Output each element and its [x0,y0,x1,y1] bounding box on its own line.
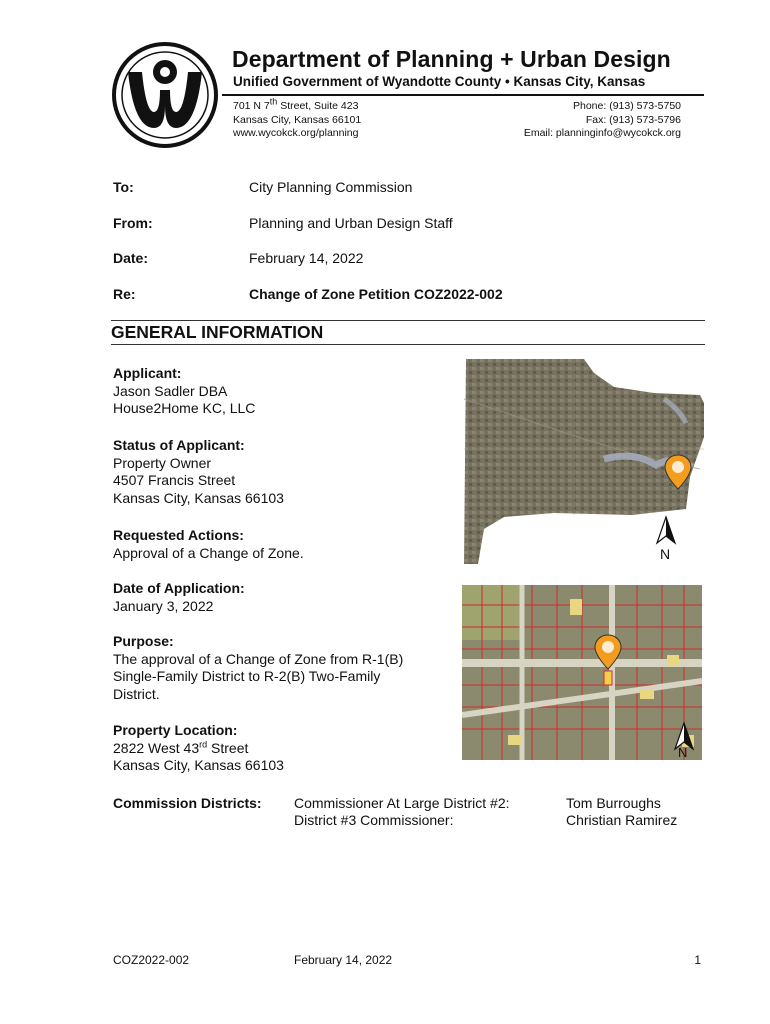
location-label: Property Location: [113,722,238,738]
applicant-line: House2Home KC, LLC [113,400,256,416]
applicant-block [113,365,255,418]
applicant-line: Jason Sadler DBA [113,382,228,399]
wyandotte-logo [112,42,218,148]
purpose-line: The approval of a Change of Zone from R-1(B) [113,650,404,667]
applicant-label: Applicant: [113,365,182,381]
date-value: February 14, 2022 [249,250,364,266]
requested-value: Approval of a Change of Zone. [113,544,304,561]
status-block [113,437,284,507]
purpose-label: Purpose: [113,633,174,649]
re-label: Re: [113,286,136,302]
section-rule-bottom [111,344,705,345]
section-title: GENERAL INFORMATION [111,322,324,342]
requested-label: Requested Actions: [113,527,244,543]
commissioner-name: Tom Burroughs [566,795,661,811]
footer-page-number: 1 [694,953,701,967]
location-block [113,722,284,775]
status-line: 4507 Francis Street [113,472,236,488]
status-line: Property Owner [113,454,212,471]
header-rule [222,94,704,96]
parcel-map [462,585,702,760]
district-entry: District #3 Commissioner: [294,812,454,828]
department-title: Department of Planning + Urban Design [232,46,671,72]
footer-case-number: COZ2022-002 [113,953,190,967]
north-arrow-icon [657,517,675,543]
commission-districts-list [294,795,510,829]
commissioner-name: Christian Ramirez [566,812,678,828]
commissioner-names [566,795,677,829]
district-entry: Commissioner At Large District #2: [294,795,510,811]
to-value: City Planning Commission [249,179,413,195]
from-label: From: [113,215,153,231]
section-rule-top [111,320,705,321]
from-value: Planning and Urban Design Staff [249,215,453,231]
commission-districts-label: Commission Districts: [113,795,262,811]
north-label: N [660,546,671,562]
north-label: N [678,745,688,760]
purpose-block [113,633,403,703]
address-line-1: 701 N 7th Street, Suite 423 [233,96,359,112]
email-link[interactable]: Email: planninginfo@wycokck.org [523,127,681,139]
location-line-2: Kansas City, Kansas 66103 [113,757,284,773]
aerial-overview-map [464,359,704,564]
requested-block [113,527,304,562]
footer-date: February 14, 2022 [294,953,393,967]
date-application-value: January 3, 2022 [113,597,214,614]
date-label: Date: [113,250,149,266]
purpose-line: District. [113,685,160,702]
fax-number: Fax: (913) 573-5796 [585,114,681,126]
purpose-line: Single-Family District to R-2(B) Two-Family [113,668,381,684]
to-label: To: [113,179,134,195]
department-subtitle: Unified Government of Wyandotte County • Kansas City, Kansas [233,74,646,89]
status-label: Status of Applicant: [113,437,245,453]
date-application-block [113,580,245,615]
website-link[interactable]: www.wycokck.org/planning [233,127,359,139]
status-line: Kansas City, Kansas 66103 [113,489,284,506]
location-line-1: 2822 West 43rd Street [113,738,249,756]
date-application-label: Date of Application: [113,580,245,596]
address-line-2: Kansas City, Kansas 66101 [233,114,362,126]
re-value: Change of Zone Petition COZ2022-002 [249,286,503,302]
phone-number: Phone: (913) 573-5750 [573,100,681,112]
